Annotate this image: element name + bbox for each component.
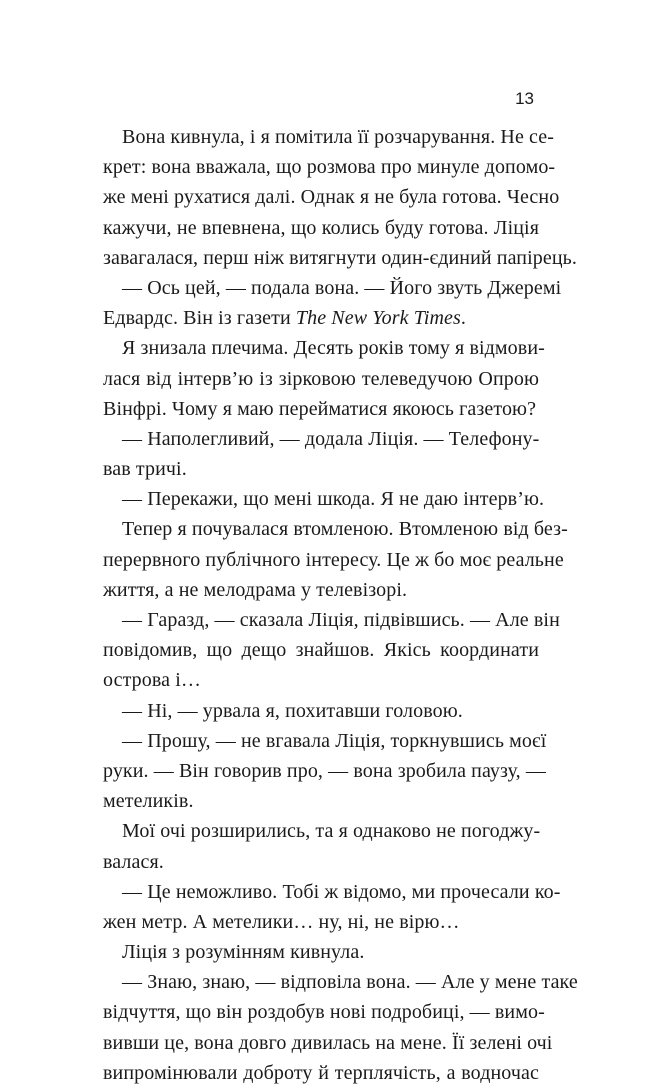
text-line: Вінфрі. Чому я маю перейматися якоюсь газетою?: [103, 397, 537, 420]
text-line: же мені рухатися далі. Однак я не була готова. Чесно: [103, 186, 560, 209]
paragraph: [103, 273, 562, 333]
text-line: метеликів.: [103, 790, 194, 813]
text-line: — Прошу, — не вгавала Ліція, торкнувшись моєї: [122, 729, 547, 752]
text-line: вивши це, вона довго дивилась на мене. Її зелені очі: [103, 1031, 553, 1054]
text-segment: Едвардс. Він із газети: [103, 307, 296, 330]
text-line: [103, 303, 539, 333]
text-segment: .: [460, 307, 466, 330]
page-number: 13: [515, 89, 534, 108]
paragraph: [103, 967, 578, 1088]
text-line: — Гаразд, — сказала Ліція, підвівшись. — Але він: [122, 609, 560, 631]
paragraph: [103, 514, 568, 605]
text-line: життя, а не мелодрама у телевізорі.: [103, 578, 408, 601]
paragraph: [103, 877, 561, 937]
text-line: — Перекажи, що мені шкода. Я не даю інтерв’ю.: [122, 488, 545, 511]
paragraph: [103, 605, 560, 696]
text-line: жен метр. А метелики… ну, ні, не вірю…: [103, 910, 460, 933]
text-line: Тепер я почувалася втомленою. Втомленою від без-: [122, 518, 568, 541]
paragraph: [103, 696, 539, 726]
text-line: острова і…: [103, 669, 201, 692]
text-line: лася від інтерв’ю із зірковою телеведучою Опрою: [103, 367, 539, 390]
text-line: повідомив, що дещо знайшов. Якісь координати: [103, 639, 539, 662]
text-line: — Це неможливо. Тобі ж відомо, ми прочесали ко-: [122, 880, 561, 903]
paragraph: [103, 937, 539, 967]
text-line: — Ні, — урвала я, похитавши головою.: [122, 699, 463, 722]
text-line: валася.: [103, 850, 164, 873]
body-text: [103, 122, 578, 1088]
newspaper-title: The New York Times: [295, 307, 461, 330]
paragraph: [103, 424, 539, 484]
text-line: Ліція з розумінням кивнула.: [122, 941, 365, 964]
text-line: випромінювали доброту й терплячість, а водночас: [103, 1061, 539, 1084]
text-line: — Ось цей, — подала вона. — Його звуть Джеремі: [122, 276, 562, 299]
text-line: кажучи, не впевнена, що колись буду готова. Ліція: [103, 216, 539, 239]
text-line: Вона кивнула, і я помітила її розчарування. Не се-: [122, 126, 554, 148]
paragraph: [103, 484, 545, 514]
paragraph: [103, 726, 547, 817]
text-line: руки. — Він говорив про, — вона зробила паузу, —: [103, 759, 546, 782]
paragraph: [103, 122, 577, 273]
text-line: крет: вона вважала, що розмова про минуле допомо-: [103, 156, 556, 179]
text-line: Мої очі розширились, та я однаково не погоджу-: [122, 820, 541, 843]
text-line: завагалася, перш ніж витягнути один-єдиний папірець.: [103, 246, 577, 269]
text-line: відчуття, що він роздобув нові подробиці, — вимо-: [103, 1001, 545, 1024]
paragraph: [103, 333, 545, 424]
text-line: перервного публічного інтересу. Це ж бо моє реальне: [103, 548, 564, 571]
text-line: Я знизала плечима. Десять років тому я відмови-: [122, 337, 545, 360]
text-line: вав тричі.: [103, 458, 187, 481]
paragraph: [103, 816, 539, 876]
text-line: — Наполегливий, — додала Ліція. — Телефону-: [122, 427, 540, 450]
text-line: — Знаю, знаю, — відповіла вона. — Але у мене таке: [122, 971, 578, 994]
